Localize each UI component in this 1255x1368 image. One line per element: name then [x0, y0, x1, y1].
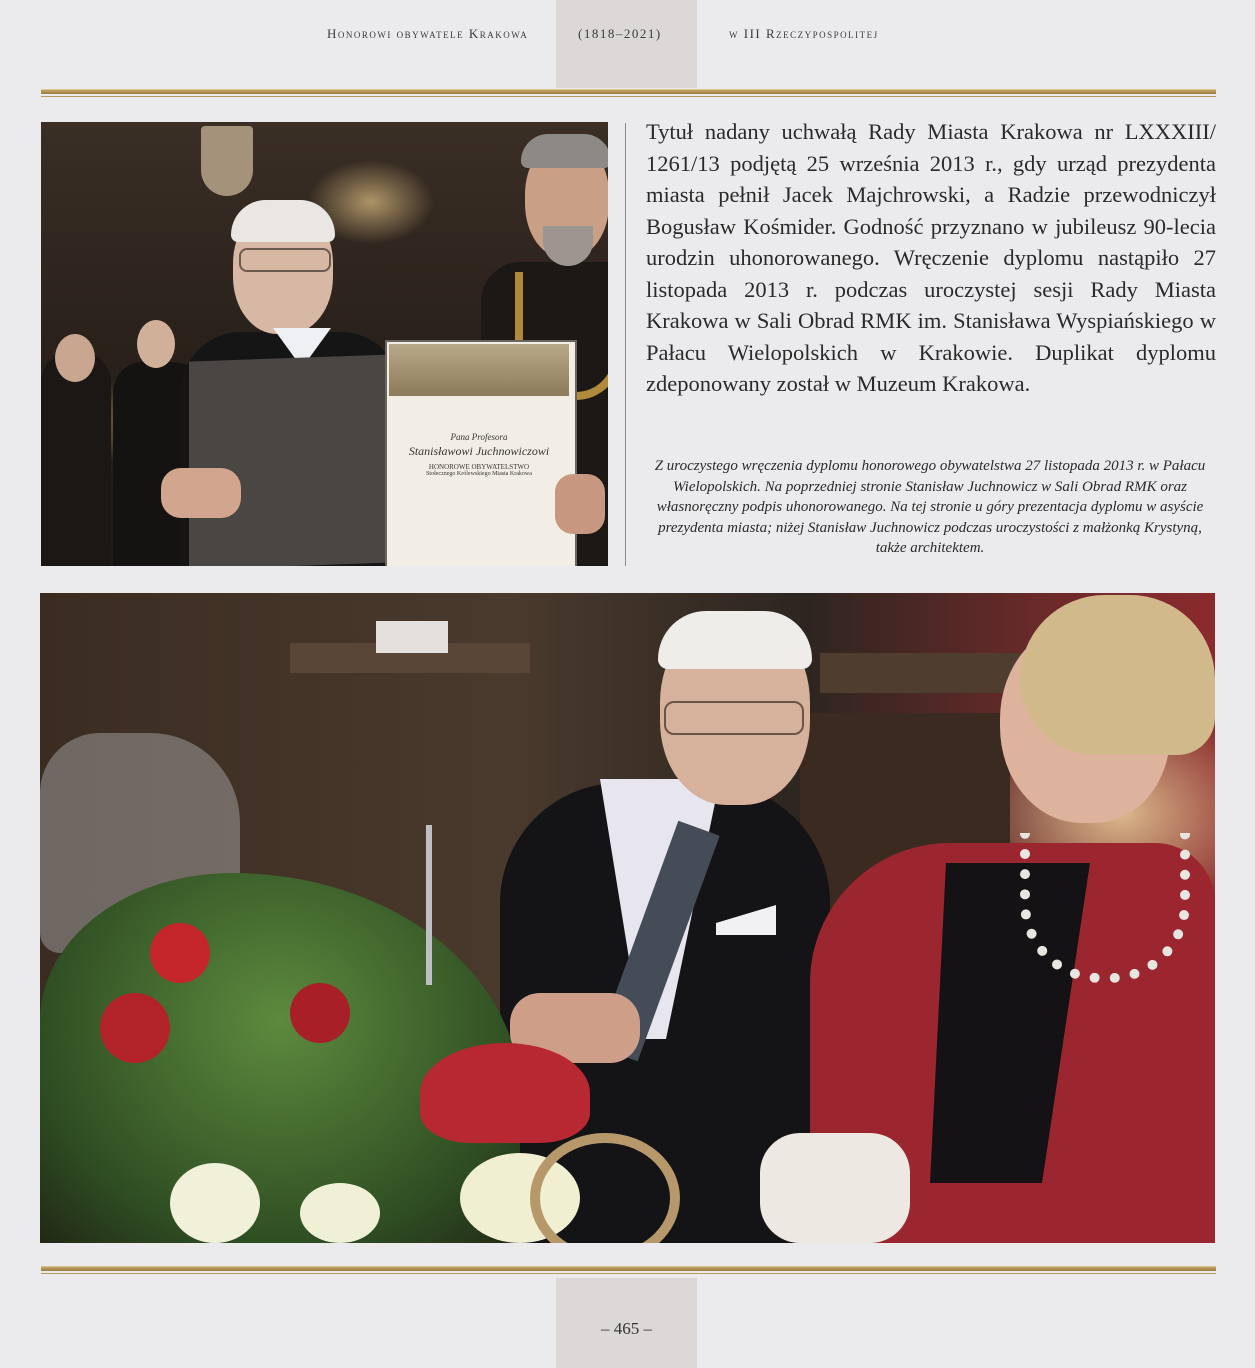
- page-number: – 465 –: [601, 1319, 652, 1338]
- wife-hair: [1020, 595, 1215, 755]
- wife-necklace: [1020, 833, 1190, 983]
- diploma-presentation-photo: [41, 122, 608, 566]
- diploma-panorama: [389, 344, 569, 396]
- diploma-line-4: Stołecznego Królewskiego Miasta Krakowa: [426, 471, 532, 477]
- honoree-hair: [658, 611, 812, 669]
- mayor-hair: [521, 134, 608, 168]
- diploma-folder: [189, 354, 394, 566]
- header-right: w III Rzeczypospolitej: [729, 26, 879, 41]
- body-text: Tytuł nadany uchwałą Rady Miasta Krakowa nr LXXXIII/ 1261/13 podjętą 25 września 2013 r., gdy urząd prezydenta miasta pełnił Jacek Majchrowski, a Radzie przewodniczył Bogusław Kośmider. Godność przyznano w jubileusz 90-lecia urodzin uhonorowanego. Wręczenie dyplomu nastąpiło 27 listopada 2013 r. podczas uroczystej sesji Rady Miasta Krakowa w Sali Obrad RMK im. Stanisława Wyspiańskiego w Pałacu Wielopolskich w Krakowie. Duplikat dyplomu zdeponowany został w Muzeum Krakowa.: [646, 119, 1216, 396]
- wife-hands: [760, 1133, 910, 1243]
- running-header: [0, 26, 1255, 46]
- diploma-text: [393, 432, 565, 477]
- header-left: Honorowi obywatele Krakowa: [327, 26, 529, 41]
- red-rose-2: [150, 923, 210, 983]
- diploma-line-3: HONOROWE OBYWATELSTWO: [428, 463, 530, 471]
- honoree-glasses: [664, 701, 804, 735]
- top-gold-rule: [41, 89, 1216, 94]
- white-rose-2: [300, 1183, 380, 1243]
- red-rose-4: [420, 1043, 590, 1143]
- guest-head-left: [55, 334, 95, 382]
- honoree-with-wife-photo: [40, 593, 1215, 1243]
- column-divider: [625, 123, 626, 566]
- honoree-hand: [161, 468, 241, 518]
- diploma-line-2: Stanisławowi Juchnowiczowi: [408, 444, 550, 458]
- bottom-gold-rule: [41, 1266, 1216, 1271]
- wall-shield: [201, 126, 253, 196]
- honoree-hair: [231, 200, 335, 242]
- flower-stand: [426, 825, 432, 985]
- diploma-line-1: Pana Profesora: [450, 432, 508, 442]
- guest-figure-left: [41, 352, 111, 566]
- name-plate: [376, 621, 448, 653]
- white-rose-1: [170, 1163, 260, 1243]
- red-rose-3: [290, 983, 350, 1043]
- guest-head-middle: [137, 320, 175, 368]
- mayor-beard: [543, 226, 593, 266]
- red-rose-1: [100, 993, 170, 1063]
- honoree-glasses: [239, 248, 331, 272]
- header-center: (1818–2021): [578, 26, 662, 41]
- mayor-hand: [555, 474, 605, 534]
- photo-caption: Z uroczystego wręczenia dyplomu honorowego obywatelstwa 27 listopada 2013 r. w Pałacu Wielopolskich. Na poprzedniej stronie Stanisław Juchnowicz w Sali Obrad RMK oraz własnoręczny podpis uhonorowanego. Na tej stronie u góry prezentacja dyplomu w asyście prezydenta miasta; niżej Stanisław Juchnowicz podczas uroczystości z małżonką Krystyną, także architektem.: [654, 458, 1206, 556]
